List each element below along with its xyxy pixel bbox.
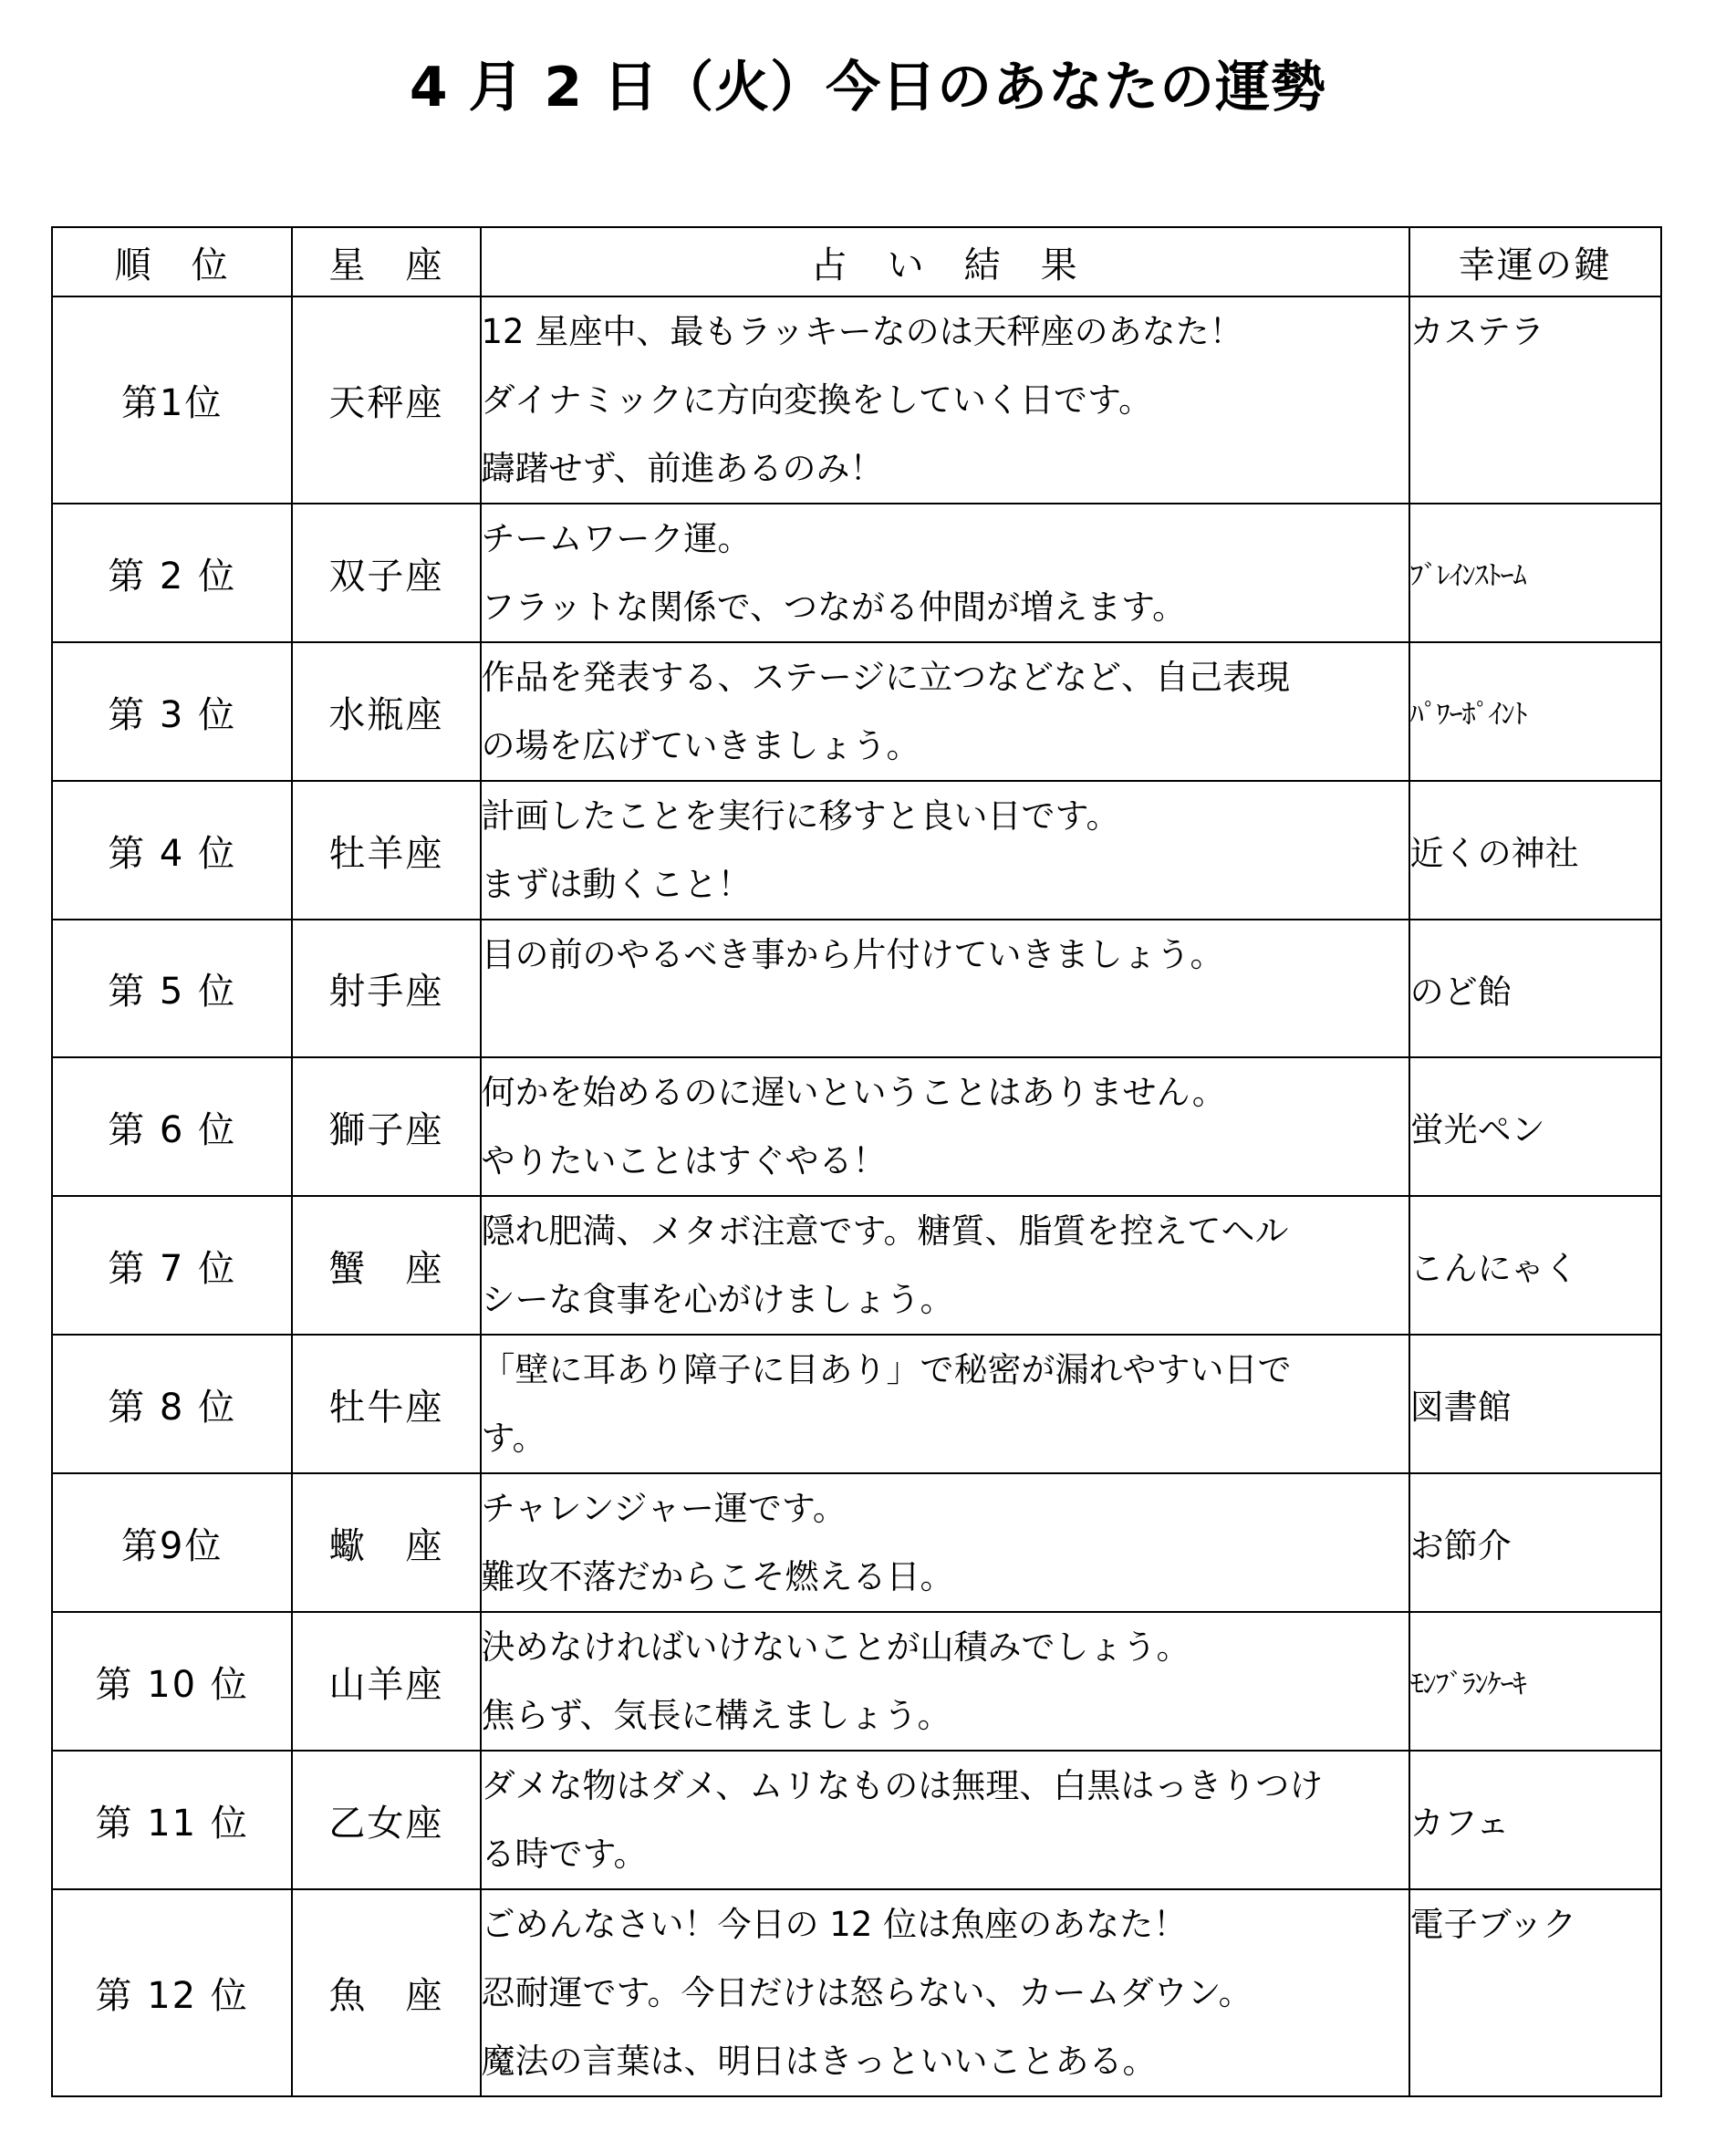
table-row: [52, 920, 1661, 1057]
result-line: シーな食事を心がけましょう。: [481, 1280, 954, 1319]
header-row: [52, 227, 1661, 296]
result-line: 難攻不落だからこそ燃える日。: [481, 1557, 954, 1596]
rank-cell: 第9位: [52, 1473, 292, 1612]
table-row: [52, 296, 1661, 504]
rank-cell: 第 8 位: [52, 1335, 292, 1473]
table-row: [52, 642, 1661, 781]
result-line: 隠れ肥満、メタボ注意です。糖質、脂質を控えてヘル: [481, 1211, 1289, 1251]
key-cell: お節介: [1409, 1473, 1661, 1612]
rank-cell: 第 4 位: [52, 781, 292, 920]
result-line: チャレンジャー運です。: [481, 1489, 847, 1528]
result-cell: [481, 1751, 1409, 1889]
rank-cell: 第 6 位: [52, 1057, 292, 1196]
rank-cell: 第 12 位: [52, 1889, 292, 2096]
sign-cell: 天秤座: [292, 296, 480, 504]
sign-cell: 双子座: [292, 504, 480, 642]
result-line: 決めなければいけないことが山積みでしょう。: [481, 1627, 1190, 1667]
table-row: [52, 781, 1661, 920]
table-row: [52, 1196, 1661, 1335]
key-cell: ﾊﾟﾜｰﾎﾟｲﾝﾄ: [1409, 642, 1661, 781]
result-line: ごめんなさい！今日の 12 位は魚座のあなた！: [481, 1905, 1188, 1944]
key-cell: こんにゃく: [1409, 1196, 1661, 1335]
result-line: ダメな物はダメ、ムリなものは無理、白黒はっきりつけ: [481, 1766, 1324, 1805]
result-line: 計画したことを実行に移すと良い日です。: [481, 796, 1120, 836]
result-cell: [481, 1335, 1409, 1473]
rank-cell: 第 5 位: [52, 920, 292, 1057]
rank-cell: 第 10 位: [52, 1612, 292, 1751]
sign-cell: 乙女座: [292, 1751, 480, 1889]
sign-cell: 牡牛座: [292, 1335, 480, 1473]
table-row: [52, 1889, 1661, 2096]
key-cell: 近くの神社: [1409, 781, 1661, 920]
sign-cell: 蟹 座: [292, 1196, 480, 1335]
sign-cell: 山羊座: [292, 1612, 480, 1751]
result-line: す。: [481, 1419, 546, 1458]
result-line: 焦らず、気長に構えましょう。: [481, 1696, 951, 1735]
sign-cell: 牡羊座: [292, 781, 480, 920]
table-row: [52, 1751, 1661, 1889]
result-cell: [481, 642, 1409, 781]
table-row: [52, 1335, 1661, 1473]
result-line: 作品を発表する、ステージに立つなどなど、自己表現: [481, 658, 1291, 697]
rank-cell: 第 3 位: [52, 642, 292, 781]
sign-cell: 射手座: [292, 920, 480, 1057]
key-cell: カフェ: [1409, 1751, 1661, 1889]
result-line: 12 星座中、最もラッキーなのは天秤座のあなた！: [481, 312, 1243, 351]
rank-cell: 第 2 位: [52, 504, 292, 642]
result-cell: [481, 1612, 1409, 1751]
result-line: 魔法の言葉は、明日はきっといいことある。: [481, 2042, 1157, 2081]
result-line: まずは動くこと！: [481, 865, 752, 904]
header-key: 幸運の鍵: [1409, 227, 1661, 296]
key-cell: ﾓﾝﾌﾞﾗﾝｹｰｷ: [1409, 1612, 1661, 1751]
result-line: る時です。: [481, 1835, 648, 1874]
sign-cell: 蠍 座: [292, 1473, 480, 1612]
result-cell: [481, 504, 1409, 642]
key-cell: 蛍光ペン: [1409, 1057, 1661, 1196]
result-line: フラットな関係で、つながる仲間が増えます。: [481, 587, 1187, 627]
table-row: [52, 1473, 1661, 1612]
result-cell: [481, 1889, 1409, 2096]
table-row: [52, 504, 1661, 642]
result-line: 躊躇せず、前進あるのみ！: [481, 449, 884, 488]
result-line: やりたいことはすぐやる！: [481, 1141, 887, 1180]
rank-cell: 第 7 位: [52, 1196, 292, 1335]
key-cell: カステラ: [1409, 296, 1661, 504]
rank-cell: 第1位: [52, 296, 292, 504]
table-row: [52, 1057, 1661, 1196]
result-line: 「壁に耳あり障子に目あり」で秘密が漏れやすい日で: [481, 1350, 1292, 1389]
key-cell: ﾌﾞﾚｲﾝｽﾄｰﾑ: [1409, 504, 1661, 642]
rank-cell: 第 11 位: [52, 1751, 292, 1889]
header-result: 占 い 結 果: [481, 227, 1409, 296]
fortune-table: [51, 226, 1662, 2097]
result-cell: [481, 920, 1409, 1057]
key-cell: のど飴: [1409, 920, 1661, 1057]
result-cell: [481, 1057, 1409, 1196]
page-title: 4 月 2 日（火）今日のあなたの運勢: [409, 56, 1327, 120]
key-cell: 電子ブック: [1409, 1889, 1661, 2096]
sign-cell: 水瓶座: [292, 642, 480, 781]
header-rank: 順 位: [52, 227, 292, 296]
result-line: 何かを始めるのに遅いということはありません。: [481, 1073, 1226, 1112]
key-cell: 図書館: [1409, 1335, 1661, 1473]
result-line: チームワーク運。: [481, 519, 752, 558]
header-sign: 星 座: [292, 227, 480, 296]
result-line: 忍耐運です。今日だけは怒らない、カームダウン。: [481, 1973, 1253, 2012]
result-line: ダイナミックに方向変換をしていく日です。: [481, 380, 1153, 420]
table-row: [52, 1612, 1661, 1751]
result-cell: [481, 1196, 1409, 1335]
result-cell: [481, 781, 1409, 920]
sign-cell: 魚 座: [292, 1889, 480, 2096]
result-cell: [481, 1473, 1409, 1612]
result-line: の場を広げていきましょう。: [481, 726, 920, 765]
result-cell: [481, 296, 1409, 504]
result-line: 目の前のやるべき事から片付けていきましょう。: [481, 935, 1224, 974]
sign-cell: 獅子座: [292, 1057, 480, 1196]
